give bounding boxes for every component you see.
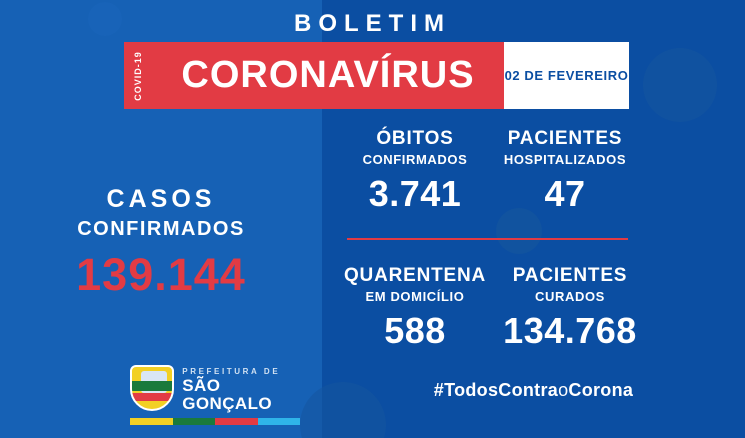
confirmed-cases-sublabel: CONFIRMADOS: [77, 218, 245, 240]
stat-hospitalized-value: 47: [544, 173, 586, 214]
stat-deaths-value: 3.741: [368, 173, 462, 214]
hashtag-bold-mid: Contra: [498, 380, 559, 400]
virus-decoration-icon: [643, 48, 717, 122]
color-bar-yellow: [130, 418, 173, 425]
hashtag-bold-end: Corona: [568, 380, 634, 400]
color-bar-red: [215, 418, 258, 425]
bulletin-kicker: BOLETIM: [294, 10, 451, 37]
stat-quarantine-sublabel: EM DOMICÍLIO: [365, 289, 465, 304]
title-bar: [124, 42, 629, 109]
coronavirus-title: CORONAVÍRUS: [152, 42, 504, 109]
confirmed-cases-label: CASOS: [106, 185, 216, 213]
logo-city-label: SÃO GONÇALO: [182, 375, 272, 414]
hashtag-prefix: #Todos: [433, 380, 499, 400]
stat-deaths-sublabel: CONFIRMADOS: [362, 152, 468, 167]
hashtag-thin-mid: o: [558, 380, 569, 400]
bulletin-date: 02 DE FEVEREIRO: [504, 42, 629, 109]
shield-band-red: [132, 393, 172, 401]
confirmed-cases-block: [0, 185, 322, 301]
stat-deaths-label: ÓBITOS: [376, 128, 454, 149]
color-bar-blue: [258, 418, 301, 425]
stat-recovered-label: PACIENTES: [512, 265, 628, 286]
logo-prefeitura-label: PREFEITURA DE: [182, 366, 281, 376]
covid-19-tag: [124, 42, 152, 109]
stat-quarantine-value: 588: [384, 310, 446, 351]
shield-band-green: [132, 381, 172, 391]
section-divider: [347, 238, 628, 240]
stat-recovered-sublabel: CURADOS: [535, 289, 605, 304]
stat-quarantine-label: QUARENTENA: [343, 265, 487, 286]
confirmed-cases-value: 139.144: [76, 249, 246, 300]
stat-recovered-value: 134.768: [503, 310, 637, 351]
stat-hospitalized-label: PACIENTES: [507, 128, 623, 149]
shield-icon: [130, 365, 174, 411]
color-bar-green: [173, 418, 216, 425]
city-hall-logo: [130, 363, 310, 419]
stat-quarantine: [340, 265, 490, 352]
logo-text: [182, 368, 310, 414]
logo-color-bar: [130, 418, 300, 425]
stat-recovered: [490, 265, 650, 352]
covid-19-tag-label: COVID-19: [133, 50, 144, 101]
stat-deaths: [340, 128, 490, 215]
stat-hospitalized-sublabel: HOSPITALIZADOS: [503, 152, 627, 167]
stat-hospitalized: [490, 128, 640, 215]
coat-of-arms-icon: [130, 365, 172, 417]
campaign-hashtag: [322, 380, 745, 401]
